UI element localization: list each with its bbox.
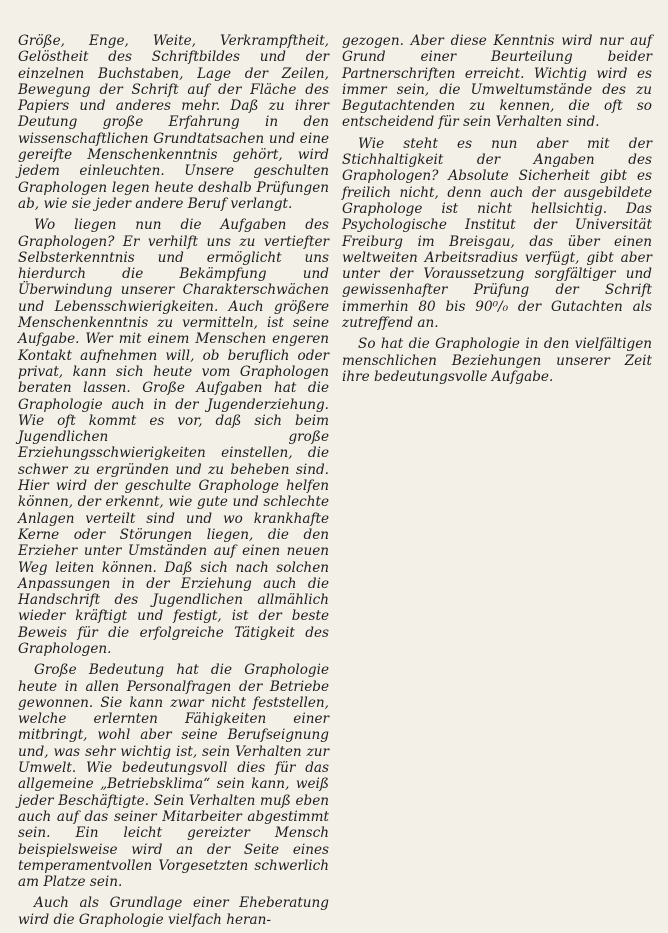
paragraph: So hat die Graphologie in den vielfältigen menschlichen Beziehungen unserer Zeit ihre bedeutungsvolle Aufgabe. bbox=[342, 336, 652, 385]
right-column bbox=[342, 33, 652, 390]
paragraph: Wo liegen nun die Aufgaben des Graphologen? Er verhilft uns zu vertiefter Selbsterkenntnis und ermöglicht uns hierdurch die Bekämpfung und Überwindung unserer Charakterschwächen und Lebensschwierigkeiten. Auch größere Menschenkenntnis zu vermitteln, ist seine Aufgabe. Wer mit einem Menschen engeren Kontakt aufnehmen will, ob beruflich oder privat, kann sich heute vom Graphologen beraten lassen. Große Aufgaben hat die Graphologie auch in der Jugenderziehung. Wie oft kommt es vor, daß sich beim Jugendlichen große Erziehungsschwierigkeiten einstellen, die schwer zu ergründen und zu beheben sind. Hier wird der geschulte Graphologe helfen können, der erkennt, wie gute und schlechte Anlagen verteilt sind und wo krankhafte Kerne oder Störungen liegen, die den Erzieher unter Umständen auf einen neuen Weg leiten können. Daß sich nach solchen Anpassungen in der Erziehung auch die Handschrift des Jugendlichen allmählich wieder kräftigt und festigt, ist der beste Beweis für die erfolgreiche Tätigkeit des Graphologen. bbox=[18, 217, 329, 657]
paragraph: Wie steht es nun aber mit der Stichhaltigkeit der Angaben des Graphologen? Absolute Sicherheit gibt es freilich nicht, denn auch der ausgebildete Graphologe ist nicht hellsichtig. Das Psychologische Institut der Universität Freiburg im Breisgau, das über einen weltweiten Arbeitsradius verfügt, gibt aber unter der Voraussetzung sorgfältiger und gewissenhafter Prüfung der Schrift immerhin 80 bis 90⁰/₀ der Gutachten als zutreffend an. bbox=[342, 135, 652, 332]
left-column bbox=[18, 33, 329, 933]
paragraph: Auch als Grundlage einer Eheberatung wird die Graphologie vielfach heran- bbox=[18, 895, 329, 928]
paragraph: gezogen. Aber diese Kenntnis wird nur auf Grund einer Beurteilung beider Partnerschriften erreicht. Wichtig wird es immer sein, die Umweltumstände des zu Begutachtenden zu kennen, die oft so entscheidend für sein Verhalten sind. bbox=[342, 33, 652, 131]
paragraph: Große Bedeutung hat die Graphologie heute in allen Personalfragen der Betriebe gewonnen. Sie kann zwar nicht feststellen, welche erlernten Fähigkeiten einer mitbringt, wohl aber seine Berufseignung und, was sehr wichtig ist, sein Verhalten zur Umwelt. Wie bedeutungsvoll dies für das allgemeine „Betriebsklima“ sein kann, weiß jeder Beschäftigte. Sein Verhalten muß eben auch auf das seiner Mitarbeiter abgestimmt sein. Ein leicht gereizter Mensch beispielsweise wird an der Seite eines temperamentvollen Vorgesetzten schwerlich am Platze sein. bbox=[18, 662, 329, 891]
paragraph: Größe, Enge, Weite, Verkrampftheit, Gelöstheit des Schriftbildes und der einzelnen Buchstaben, Lage der Zeilen, Bewegung der Schrift auf der Fläche des Papiers und anderes mehr. Daß zu ihrer Deutung große Erfahrung in den wissenschaftlichen Grundtatsachen und eine gereifte Menschenkenntnis gehört, wird jedem einleuchten. Unsere geschulten Graphologen legen heute deshalb Prüfungen ab, wie sie jeder andere Beruf verlangt. bbox=[18, 33, 329, 212]
